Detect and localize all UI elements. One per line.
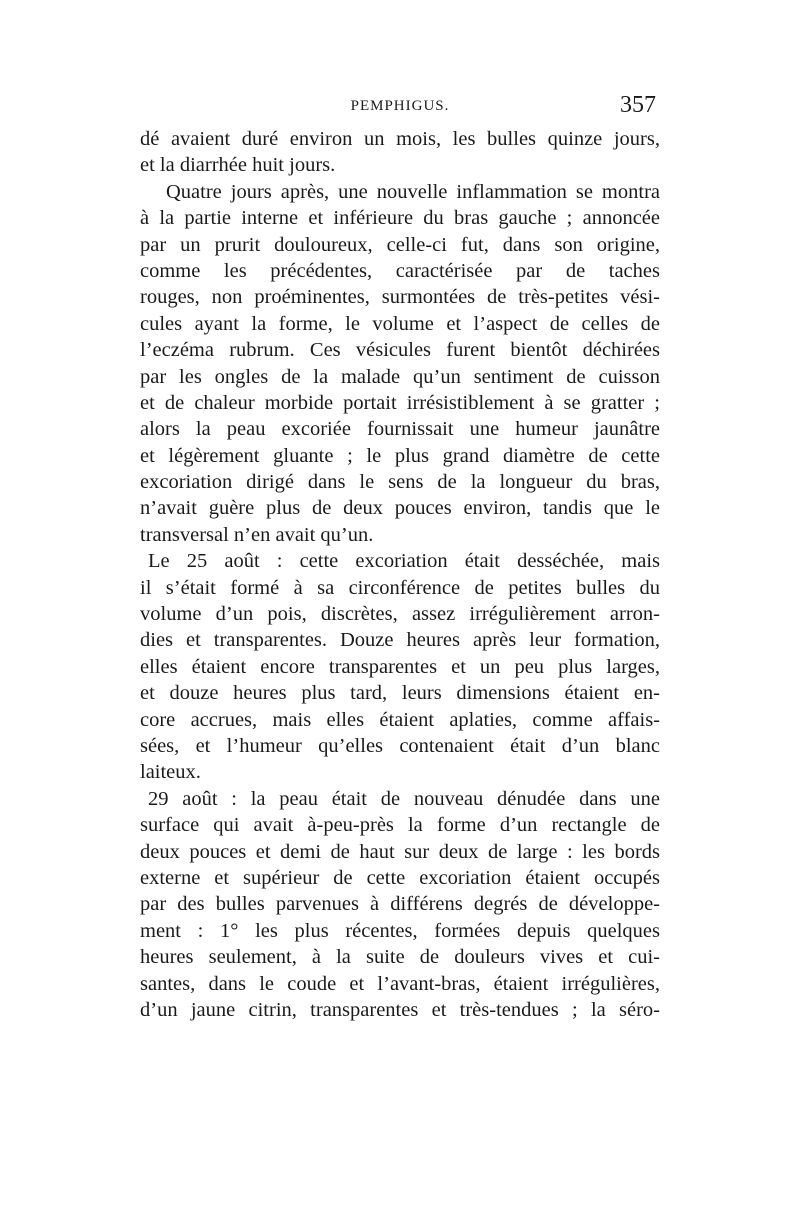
- text-line: externe et supérieur de cette excoriation étaient occupés: [140, 866, 660, 889]
- text-line: d’un jaune citrin, transparentes et très-tendues ; la séro-: [140, 998, 660, 1021]
- text-line: elles étaient encore transparentes et un peu plus larges,: [140, 655, 660, 678]
- text-line: volume d’un pois, discrètes, assez irrégulièrement arron-: [140, 603, 660, 626]
- text-line: par des bulles parvenues à différens degrés de développe-: [140, 893, 660, 916]
- text-line: rouges, non proéminentes, surmontées de très-petites vési-: [140, 286, 660, 309]
- text-line: surface qui avait à-peu-près la forme d’un rectangle de: [140, 814, 660, 837]
- text-line: l’eczéma rubrum. Ces vésicules furent bientôt déchirées: [140, 339, 660, 362]
- text-line: excoriation dirigé dans le sens de la longueur du bras,: [140, 471, 660, 494]
- text-line: transversal n’en avait qu’un.: [140, 523, 374, 546]
- text-line: et de chaleur morbide portait irrésistiblement à se gratter ;: [140, 391, 660, 414]
- text-line: par les ongles de la malade qu’un sentiment de cuisson: [140, 365, 660, 388]
- text-line: sées, et l’humeur qu’elles contenaient était d’un blanc: [140, 734, 660, 757]
- text-line: il s’était formé à sa circonférence de petites bulles du: [140, 576, 660, 599]
- text-line: comme les précédentes, caractérisée par de taches: [140, 259, 660, 282]
- text-line: 29 août : la peau était de nouveau dénudée dans une: [148, 787, 660, 810]
- text-line: dies et transparentes. Douze heures après leur formation,: [140, 629, 660, 652]
- text-line: heures seulement, à la suite de douleurs vives et cui-: [140, 946, 660, 969]
- text-line: cules ayant la forme, le volume et l’aspect de celles de: [140, 312, 660, 335]
- body-text: [140, 126, 660, 1023]
- text-line: dé avaient duré environ un mois, les bulles quinze jours,: [140, 128, 660, 150]
- text-line: santes, dans le coude et l’avant-bras, étaient irrégulières,: [140, 972, 660, 995]
- text-line: ment : 1° les plus récentes, formées depuis quelques: [140, 919, 660, 942]
- text-line: et la diarrhée huit jours.: [140, 154, 336, 177]
- text-line: laiteux.: [140, 761, 201, 784]
- text-line: et légèrement gluante ; le plus grand diamètre de cette: [140, 444, 660, 467]
- text-line: Le 25 août : cette excoriation était desséchée, mais: [148, 550, 660, 573]
- page-number: 357: [620, 92, 656, 118]
- running-title: PEMPHIGUS.: [350, 98, 450, 114]
- text-line: et douze heures plus tard, leurs dimensions étaient en-: [140, 682, 660, 705]
- text-line: n’avait guère plus de deux pouces environ, tandis que le: [140, 497, 660, 520]
- text-line: core accrues, mais elles étaient aplaties, comme affais-: [140, 708, 660, 731]
- text-line: deux pouces et demi de haut sur deux de large : les bords: [140, 840, 660, 863]
- text-line: Quatre jours après, une nouvelle inflammation se montra: [166, 180, 660, 203]
- text-line: par un prurit douloureux, celle-ci fut, dans son origine,: [140, 233, 660, 256]
- page-header: [140, 92, 660, 122]
- text-line: à la partie interne et inférieure du bras gauche ; annoncée: [140, 207, 660, 230]
- text-line: alors la peau excoriée fournissait une humeur jaunâtre: [140, 418, 660, 441]
